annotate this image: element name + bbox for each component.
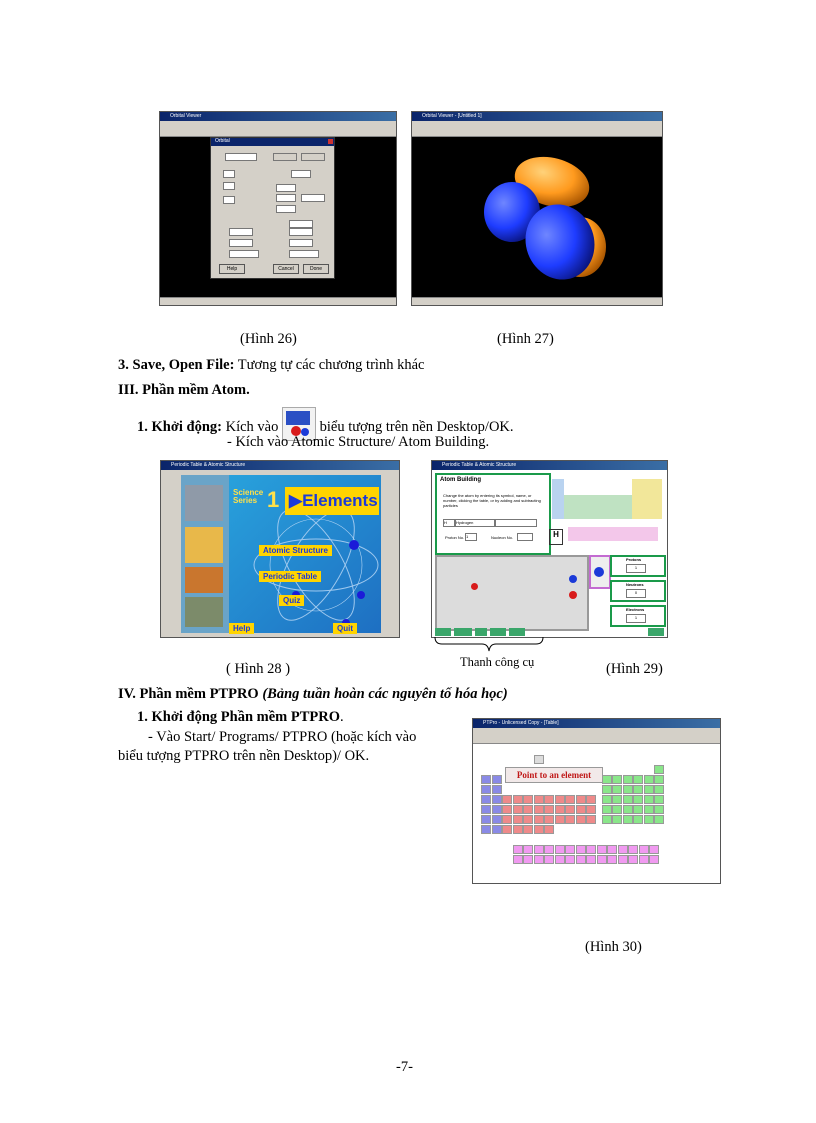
- pt-cell[interactable]: [633, 805, 643, 814]
- pt-cell[interactable]: [534, 825, 544, 834]
- toolbar-brace: [434, 636, 544, 652]
- banner-number: 1: [267, 487, 280, 512]
- pt-cell[interactable]: [534, 855, 544, 864]
- pt-cell[interactable]: [534, 795, 544, 804]
- help-button[interactable]: Help: [219, 264, 245, 274]
- pt-cell[interactable]: [565, 855, 575, 864]
- delete-button[interactable]: [301, 153, 325, 161]
- field-mass[interactable]: [229, 239, 253, 247]
- field-x[interactable]: [289, 220, 313, 228]
- orbital-render: [412, 137, 663, 306]
- cancel-button[interactable]: Cancel: [273, 264, 299, 274]
- pt-cell[interactable]: [654, 785, 664, 794]
- pt-cell[interactable]: [534, 815, 544, 824]
- ptpro-step-1: [137, 708, 344, 726]
- menu-periodic-table[interactable]: Periodic Table: [259, 571, 321, 582]
- atom-building-title: Atom Building: [440, 477, 481, 483]
- pt-cell[interactable]: [481, 795, 491, 804]
- neutrons-value: 0: [626, 589, 646, 598]
- pt-cell[interactable]: [644, 775, 654, 784]
- pt-cell[interactable]: [633, 795, 643, 804]
- pt-cell[interactable]: [649, 845, 659, 854]
- units-left-select[interactable]: [229, 250, 259, 258]
- pt-cell[interactable]: [523, 795, 533, 804]
- pt-cell[interactable]: [618, 855, 628, 864]
- electron-particle: [569, 575, 577, 583]
- dialog-close-icon[interactable]: [328, 139, 333, 144]
- menu-atomic-structure[interactable]: Atomic Structure: [259, 545, 332, 556]
- pt-cell[interactable]: [513, 825, 523, 834]
- toolbar-btn-4[interactable]: [490, 628, 506, 636]
- pt-cell[interactable]: [481, 775, 491, 784]
- field-y[interactable]: [289, 228, 313, 236]
- section-3-label: 3. Save, Open File:: [118, 357, 235, 373]
- play-arrow-icon: ▶: [289, 491, 303, 510]
- neutrons-label: Neutrons: [626, 582, 644, 587]
- pt-cell[interactable]: [612, 805, 622, 814]
- figure-30-caption: (Hình 30): [585, 939, 642, 955]
- nucleus-particle: [471, 583, 478, 590]
- mini-pt-main: [564, 495, 632, 519]
- pt-cell[interactable]: [654, 805, 664, 814]
- field-n[interactable]: [223, 170, 235, 178]
- heading-IV-line: [118, 685, 508, 703]
- fig29-right-btn[interactable]: [648, 628, 664, 636]
- proton-no-input[interactable]: 1: [465, 533, 477, 541]
- orbital-select[interactable]: [225, 153, 257, 161]
- nucleon-no-input[interactable]: [517, 533, 533, 541]
- ptpro-step-1-label: 1. Khởi động Phần mềm PTPRO: [137, 709, 340, 725]
- mini-pt-right: [632, 479, 662, 519]
- pt-cell[interactable]: [481, 815, 491, 824]
- fig30-toolbar: [473, 734, 720, 744]
- field-l[interactable]: [223, 182, 235, 190]
- pt-cell[interactable]: [565, 795, 575, 804]
- figure-28-screenshot: [160, 460, 400, 638]
- pt-cell[interactable]: [644, 795, 654, 804]
- pt-cell[interactable]: [534, 845, 544, 854]
- pt-cell[interactable]: [623, 795, 633, 804]
- counter-column: [610, 555, 666, 629]
- pt-cell[interactable]: [644, 785, 654, 794]
- pt-cell[interactable]: [565, 845, 575, 854]
- pt-cell[interactable]: [523, 805, 533, 814]
- periodic-table-grid: [481, 755, 717, 880]
- pt-cell[interactable]: [502, 795, 512, 804]
- symbol-input[interactable]: H: [443, 519, 455, 527]
- pt-cell[interactable]: [513, 845, 523, 854]
- banner-elements-text: Elements: [302, 491, 378, 510]
- pt-cell[interactable]: [576, 855, 586, 864]
- pt-cell[interactable]: [586, 855, 596, 864]
- toolbar-btn-5[interactable]: [509, 628, 525, 636]
- pt-cell[interactable]: [555, 845, 565, 854]
- toolbar-label: Thanh công cụ: [460, 655, 535, 669]
- pt-cell[interactable]: [502, 805, 512, 814]
- fig28-content: [181, 475, 381, 633]
- pt-cell[interactable]: [513, 855, 523, 864]
- pt-cell[interactable]: [602, 795, 612, 804]
- figure-29-screenshot: [431, 460, 668, 638]
- field-z[interactable]: [289, 239, 313, 247]
- orbital-dialog: [210, 137, 335, 279]
- figure-28-caption: ( Hình 28 ): [226, 661, 291, 677]
- fig26-toolbar: [160, 127, 396, 137]
- pt-cell[interactable]: [492, 825, 502, 834]
- pt-cell[interactable]: [502, 815, 512, 824]
- ptpro-line-2: biểu tượng PTPRO trên nền Desktop)/ OK.: [118, 748, 370, 764]
- fig27-window-title: Orbital Viewer - [Untitled 1]: [422, 113, 482, 119]
- number-input[interactable]: [495, 519, 537, 527]
- pt-cell[interactable]: [523, 845, 533, 854]
- section-3-text: Tương tự các chương trình khác: [234, 357, 425, 373]
- electrons-value: 1: [626, 614, 646, 623]
- pt-cell[interactable]: [544, 815, 554, 824]
- field-beta[interactable]: [276, 194, 296, 202]
- pt-cell[interactable]: [513, 805, 523, 814]
- pt-cell[interactable]: [492, 805, 502, 814]
- pt-cell[interactable]: [555, 815, 565, 824]
- pt-cell[interactable]: [586, 795, 596, 804]
- pt-cell[interactable]: [544, 805, 554, 814]
- mini-pt-lanthanides: [568, 527, 658, 541]
- fig28-sidebar-images: [181, 475, 229, 633]
- pt-cell[interactable]: [612, 785, 622, 794]
- pt-cell-h[interactable]: [534, 755, 544, 764]
- atom-canvas: [435, 555, 589, 631]
- figure-26-caption: (Hình 26): [240, 331, 297, 347]
- pt-cell[interactable]: [654, 815, 664, 824]
- figure-29-caption: (Hình 29): [606, 661, 663, 677]
- field-thickness[interactable]: [229, 228, 253, 236]
- pt-cell[interactable]: [586, 815, 596, 824]
- figure-30-screenshot: [472, 718, 721, 884]
- atom-step-1-post: biểu tượng trên nền Desktop/OK.: [315, 419, 514, 435]
- pt-cell[interactable]: [618, 845, 628, 854]
- pt-cell[interactable]: [555, 805, 565, 814]
- pt-cell[interactable]: [628, 845, 638, 854]
- fig30-window-title: PTPro - Unlicensed Copy - [Table]: [483, 720, 559, 726]
- pt-cell[interactable]: [513, 815, 523, 824]
- pt-cell[interactable]: [602, 805, 612, 814]
- fig28-titlebar: [161, 461, 399, 470]
- pt-cell[interactable]: [623, 815, 633, 824]
- figure-27-screenshot: [411, 111, 663, 306]
- field-alpha[interactable]: [276, 184, 296, 192]
- fig28-window-title: Periodic Table & Atomic Structure: [171, 462, 246, 468]
- toolbar-btn-2[interactable]: [454, 628, 472, 636]
- proton-particle: [569, 591, 577, 599]
- units-right-select[interactable]: [289, 250, 319, 258]
- fig27-toolbar: [412, 127, 662, 137]
- fig29-window-title: Periodic Table & Atomic Structure: [442, 462, 517, 468]
- pt-cell[interactable]: [639, 845, 649, 854]
- pt-cell[interactable]: [602, 785, 612, 794]
- pt-cell[interactable]: [654, 775, 664, 784]
- toolbar-btn-3[interactable]: [475, 628, 487, 636]
- atom-step-1-label: 1. Khởi động:: [137, 419, 222, 435]
- ptpro-line-1: - Vào Start/ Programs/ PTPRO (hoặc kích vào: [148, 729, 417, 745]
- done-button[interactable]: Done: [303, 264, 329, 274]
- page-number: -7-: [396, 1059, 413, 1075]
- pt-cell[interactable]: [492, 785, 502, 794]
- pt-cell[interactable]: [544, 795, 554, 804]
- field-gamma[interactable]: [276, 205, 296, 213]
- pt-cell[interactable]: [586, 805, 596, 814]
- pt-cell[interactable]: [602, 775, 612, 784]
- pt-cell[interactable]: [523, 855, 533, 864]
- menu-help[interactable]: Help: [229, 623, 254, 634]
- pt-cell[interactable]: [492, 795, 502, 804]
- pt-cell[interactable]: [492, 775, 502, 784]
- heading-IV-note: (Bảng tuần hoàn các nguyên tố hóa học): [258, 686, 508, 702]
- pt-cell[interactable]: [644, 815, 654, 824]
- pt-cell[interactable]: [523, 815, 533, 824]
- pt-cell[interactable]: [576, 815, 586, 824]
- pt-cell[interactable]: [523, 825, 533, 834]
- units-select[interactable]: [301, 194, 325, 202]
- pt-cell[interactable]: [612, 815, 622, 824]
- pt-cell[interactable]: [544, 845, 554, 854]
- pt-cell[interactable]: [544, 855, 554, 864]
- pt-cell[interactable]: [597, 845, 607, 854]
- pt-cell[interactable]: [576, 795, 586, 804]
- electrons-label: Electrons: [626, 607, 645, 612]
- orbital-dialog-title: Orbital: [215, 138, 230, 144]
- pt-cell[interactable]: [565, 815, 575, 824]
- section-3-line: [118, 356, 424, 374]
- banner-science-series: Science Series: [233, 488, 264, 505]
- pt-cell[interactable]: [481, 825, 491, 834]
- fig27-titlebar: [412, 112, 662, 121]
- pt-cell[interactable]: [628, 855, 638, 864]
- mini-pt-alkali: [552, 479, 564, 519]
- pt-cell[interactable]: [602, 815, 612, 824]
- pt-cell[interactable]: [612, 775, 622, 784]
- pt-cell[interactable]: [513, 795, 523, 804]
- figure-27-caption: (Hình 27): [497, 331, 554, 347]
- pt-cell[interactable]: [565, 805, 575, 814]
- menu-quit[interactable]: Quit: [333, 623, 357, 634]
- neutrons-counter: [610, 580, 666, 602]
- ptpro-step-1-end: .: [340, 709, 344, 725]
- pt-cell[interactable]: [481, 805, 491, 814]
- heading-III: III. Phần mềm Atom.: [118, 382, 250, 398]
- pt-cell[interactable]: [576, 845, 586, 854]
- toolbar-btn-1[interactable]: [435, 628, 451, 636]
- fig29-titlebar: [432, 461, 667, 470]
- atom-step-1-sub: - Kích vào Atomic Structure/ Atom Building.: [227, 434, 490, 450]
- banner-elements-title: [285, 487, 379, 515]
- pt-cell[interactable]: [623, 785, 633, 794]
- pt-cell[interactable]: [555, 795, 565, 804]
- pt-cell[interactable]: [639, 855, 649, 864]
- fig26-statusbar: [160, 297, 396, 305]
- electrons-counter: [610, 605, 666, 627]
- pt-cell[interactable]: [492, 815, 502, 824]
- pt-cell[interactable]: [644, 805, 654, 814]
- pt-cell[interactable]: [481, 785, 491, 794]
- field-m[interactable]: [223, 196, 235, 204]
- pt-cell[interactable]: [633, 775, 643, 784]
- figure-26-screenshot: [159, 111, 397, 306]
- protons-label: Protons: [626, 557, 642, 562]
- pt-cell[interactable]: [633, 785, 643, 794]
- add-button[interactable]: [273, 153, 297, 161]
- protons-value: 1: [626, 564, 646, 573]
- pt-cell[interactable]: [544, 825, 554, 834]
- pt-cell[interactable]: [649, 855, 659, 864]
- nucleon-no-label: Nucleon No.: [491, 535, 514, 540]
- pt-cell[interactable]: [607, 855, 617, 864]
- pt-cell[interactable]: [534, 805, 544, 814]
- menu-quiz[interactable]: Quiz: [279, 595, 304, 606]
- pt-cell[interactable]: [555, 855, 565, 864]
- protons-counter: [610, 555, 666, 577]
- pt-cell[interactable]: [586, 845, 596, 854]
- fig26-titlebar: Orbital Viewer: [160, 112, 396, 121]
- pt-cell[interactable]: [623, 805, 633, 814]
- proton-no-label: Proton No.: [445, 535, 465, 540]
- nucleus-preview: [589, 555, 611, 589]
- field-factor[interactable]: [291, 170, 311, 178]
- atom-building-panel: [435, 473, 551, 555]
- name-input[interactable]: Hydrogen: [455, 519, 495, 527]
- point-to-element-banner: Point to an element: [505, 767, 603, 783]
- pt-cell[interactable]: [654, 795, 664, 804]
- pt-cell[interactable]: [612, 795, 622, 804]
- pt-cell[interactable]: [502, 825, 512, 834]
- pt-cell[interactable]: [633, 815, 643, 824]
- mini-periodic-table[interactable]: [552, 473, 664, 549]
- selected-element-box: H: [549, 529, 563, 545]
- heading-IV: IV. Phần mềm PTPRO: [118, 686, 259, 702]
- pt-cell[interactable]: [623, 775, 633, 784]
- pt-cell[interactable]: [576, 805, 586, 814]
- atom-step-1-pre: Kích vào: [221, 419, 282, 435]
- atom-graphic: [236, 495, 386, 638]
- pt-cell[interactable]: [597, 855, 607, 864]
- fig30-titlebar: [473, 719, 720, 728]
- pt-cell-he[interactable]: [654, 765, 664, 774]
- pt-cell[interactable]: [607, 845, 617, 854]
- atom-building-instructions: Change the atom by entering its symbol, name, or number, clicking the table, or by adding and subtracting particles: [443, 493, 541, 508]
